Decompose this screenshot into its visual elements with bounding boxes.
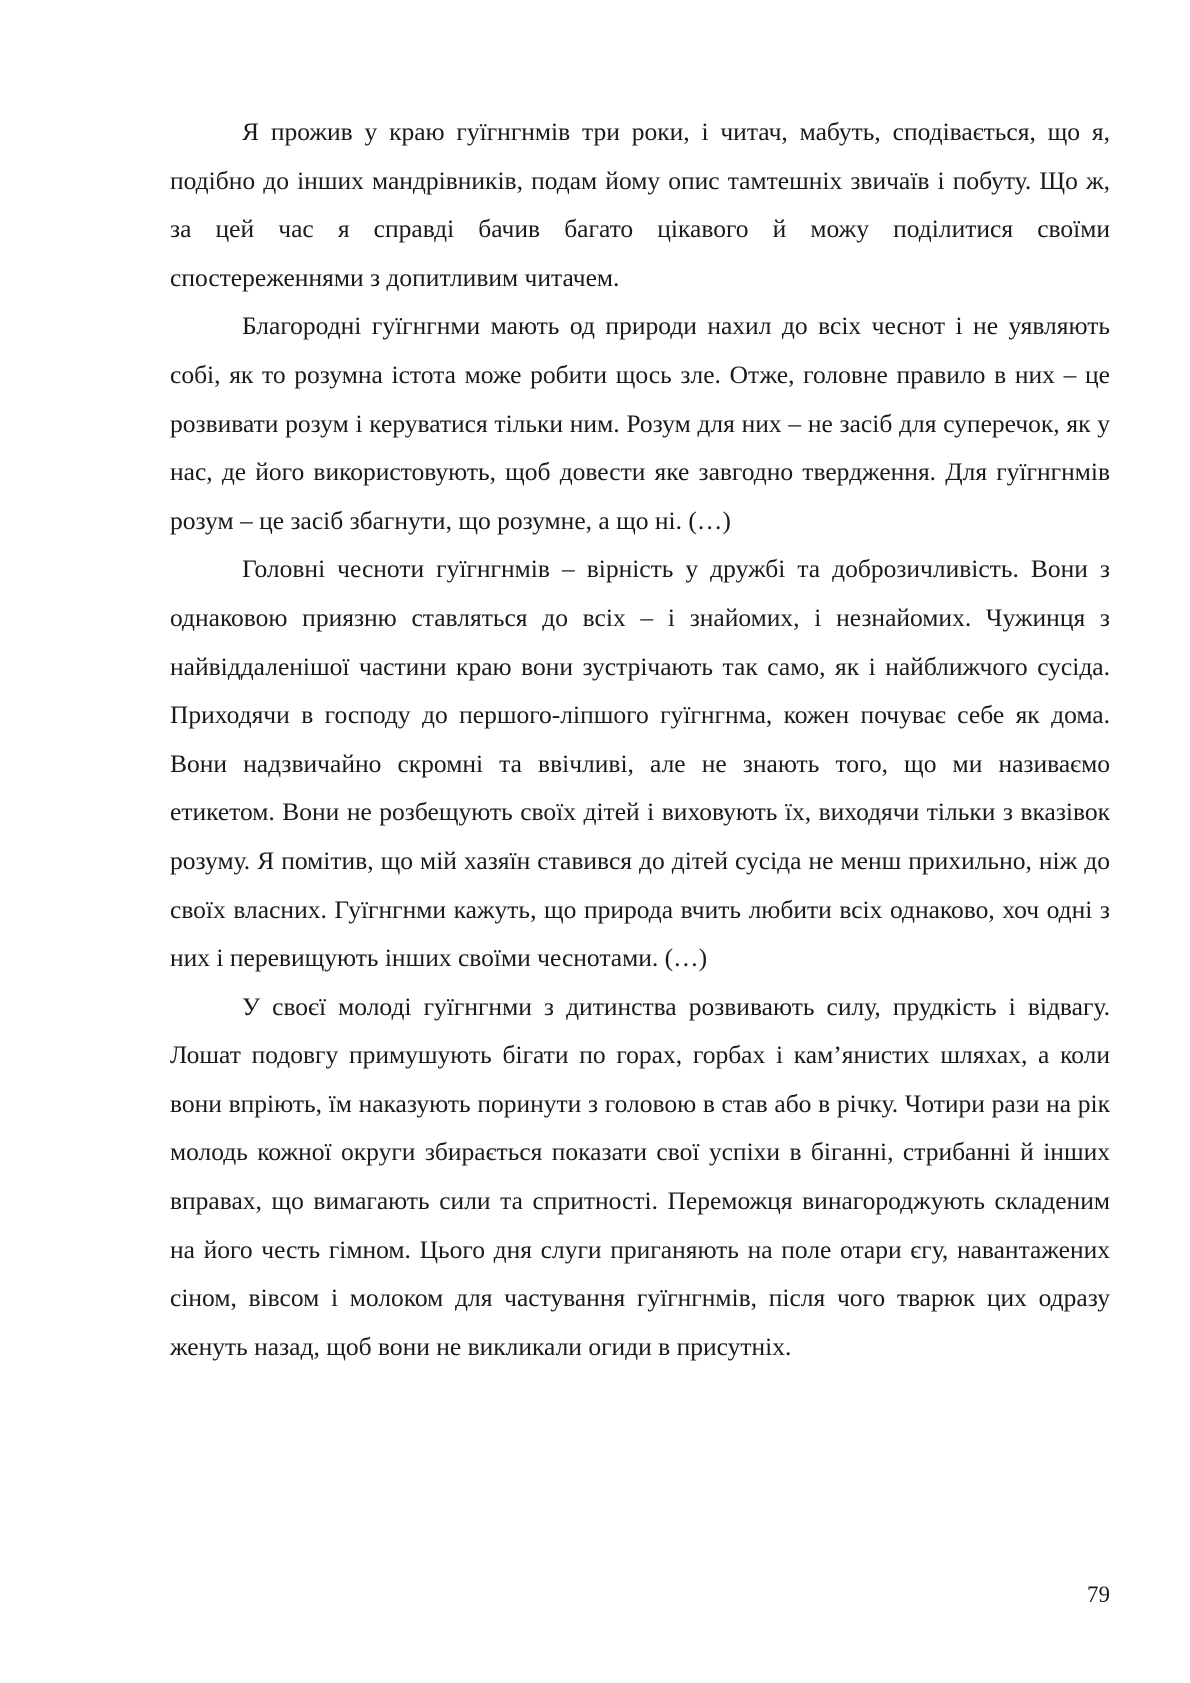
paragraph-4: У своєї молоді гуїгнгнми з дитинства розвивають силу, прудкість і відвагу. Лошат подовгу примушують бігати по горах, горбах і кам’янистих шляхах, а коли вони впріють, їм наказують поринути з головою в став або в річку. Чотири рази на рік молодь кожної округи збирається показати свої успіхи в біганні, стрибанні й інших вправах, що вимагають сили та спритності. Переможця винагороджують складеним на його честь гімном. Цього дня слуги приганяють на поле отари єгу, навантажених сіном, вівсом і молоком для частування гуїгнгнмів, після чого тварюк цих одразу женуть назад, щоб вони не викликали огиди в присутніх. — [170, 991, 1110, 1361]
paragraph-1: Я прожив у краю гуїгнгнмів три роки, і читач, мабуть, сподівається, що я, подібно до інших мандрівників, подам йому опис тамтешніх звичаїв і побуту. Що ж, за цей час я справді бачив багато цікавого й можу поділитися своїми спостереженнями з допитливим читачем. — [170, 117, 1110, 292]
body-text — [170, 108, 1110, 1371]
paragraph-2: Благородні гуїгнгнми мають од природи нахил до всіх чеснот і не уявляють собі, як то розумна істота може робити щось зле. Отже, головне правило в них – це розвивати розум і керуватися тільки ним. Розум для них – не засіб для суперечок, як у нас, де його використовують, щоб довести яке завгодно твердження. Для гуїгнгнмів розум – це засіб збагнути, що розумне, а що ні. (…) — [170, 311, 1110, 535]
paragraph-3: Головні чесноти гуїгнгнмів – вірність у дружбі та доброзичливість. Вони з однаковою приязню ставляться до всіх – і знайомих, і незнайомих. Чужинця з найвіддаленішої частини краю вони зустрічають так само, як і найближчого сусіда. Приходячи в господу до першого-ліпшого гуїгнгнма, кожен почуває себе як дома. Вони надзвичайно скромні та ввічливі, але не знають того, що ми називаємо етикетом. Вони не розбещують своїх дітей і виховують їх, виходячи тільки з вказівок розуму. Я помітив, що мій хазяїн ставився до дітей сусіда не менш прихильно, ніж до своїх власних. Гуїгнгнми кажуть, що природа вчить любити всіх однаково, хоч одні з них і перевищують інших своїми чеснотами. (…) — [170, 554, 1110, 973]
page-number: 79 — [1087, 1582, 1110, 1607]
